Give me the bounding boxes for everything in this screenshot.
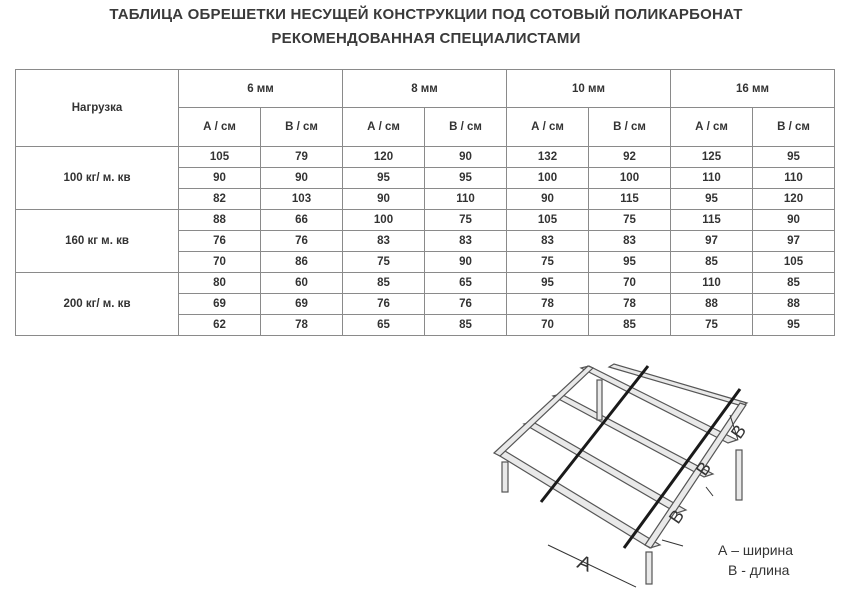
value-cell-a: 80 — [179, 273, 261, 294]
load-cell: 160 кг м. кв — [16, 210, 179, 273]
dimension-label-b: B — [664, 505, 689, 528]
dimension-label-a: A — [574, 551, 595, 577]
value-cell-b: 83 — [425, 231, 507, 252]
value-cell-a: 82 — [179, 189, 261, 210]
sub-header-a: А / см — [507, 108, 589, 147]
value-cell-b: 95 — [753, 147, 835, 168]
legend-b: В - длина — [728, 562, 790, 578]
value-cell-b: 85 — [425, 315, 507, 336]
value-cell-b: 78 — [261, 315, 343, 336]
value-cell-a: 78 — [507, 294, 589, 315]
value-cell-a: 76 — [343, 294, 425, 315]
load-header: Нагрузка — [16, 70, 179, 147]
value-cell-b: 100 — [589, 168, 671, 189]
value-cell-a: 85 — [671, 252, 753, 273]
load-cell: 100 кг/ м. кв — [16, 147, 179, 210]
value-cell-a: 83 — [343, 231, 425, 252]
value-cell-a: 65 — [343, 315, 425, 336]
value-cell-b: 90 — [425, 252, 507, 273]
value-cell-a: 75 — [507, 252, 589, 273]
value-cell-a: 69 — [179, 294, 261, 315]
value-cell-b: 90 — [425, 147, 507, 168]
legend-a: А – ширина — [718, 542, 794, 558]
value-cell-b: 75 — [425, 210, 507, 231]
value-cell-a: 88 — [671, 294, 753, 315]
page-title: ТАБЛИЦА ОБРЕШЕТКИ НЕСУЩЕЙ КОНСТРУКЦИИ ПОД СОТОВЫЙ ПОЛИКАРБОНАТ — [109, 6, 743, 23]
value-cell-b: 97 — [753, 231, 835, 252]
value-cell-b: 92 — [589, 147, 671, 168]
value-cell-b: 95 — [425, 168, 507, 189]
dimension-label-b: B — [726, 420, 751, 443]
value-cell-a: 70 — [507, 315, 589, 336]
load-cell: 200 кг/ м. кв — [16, 273, 179, 336]
value-cell-a: 90 — [179, 168, 261, 189]
value-cell-b: 65 — [425, 273, 507, 294]
value-cell-a: 95 — [507, 273, 589, 294]
value-cell-b: 69 — [261, 294, 343, 315]
value-cell-a: 75 — [343, 252, 425, 273]
value-cell-a: 115 — [671, 210, 753, 231]
value-cell-b: 66 — [261, 210, 343, 231]
thickness-header: 6 мм — [179, 70, 343, 108]
value-cell-b: 90 — [753, 210, 835, 231]
value-cell-a: 105 — [507, 210, 589, 231]
value-cell-b: 120 — [753, 189, 835, 210]
value-cell-b: 105 — [753, 252, 835, 273]
sub-header-b: В / см — [425, 108, 507, 147]
value-cell-a: 83 — [507, 231, 589, 252]
value-cell-b: 70 — [589, 273, 671, 294]
value-cell-a: 95 — [343, 168, 425, 189]
value-cell-a: 105 — [179, 147, 261, 168]
sub-header-b: В / см — [589, 108, 671, 147]
value-cell-b: 115 — [589, 189, 671, 210]
value-cell-b: 88 — [753, 294, 835, 315]
value-cell-b: 76 — [261, 231, 343, 252]
value-cell-a: 100 — [507, 168, 589, 189]
value-cell-a: 125 — [671, 147, 753, 168]
value-cell-a: 100 — [343, 210, 425, 231]
value-cell-b: 60 — [261, 273, 343, 294]
thickness-header: 8 мм — [343, 70, 507, 108]
thickness-header: 10 мм — [507, 70, 671, 108]
value-cell-a: 90 — [343, 189, 425, 210]
value-cell-b: 78 — [589, 294, 671, 315]
sub-header-a: А / см — [343, 108, 425, 147]
sub-header-b: В / см — [261, 108, 343, 147]
value-cell-a: 62 — [179, 315, 261, 336]
value-cell-b: 75 — [589, 210, 671, 231]
value-cell-b: 85 — [753, 273, 835, 294]
value-cell-b: 95 — [589, 252, 671, 273]
value-cell-a: 95 — [671, 189, 753, 210]
value-cell-b: 110 — [425, 189, 507, 210]
value-cell-a: 70 — [179, 252, 261, 273]
value-cell-a: 132 — [507, 147, 589, 168]
dimension-label-b: B — [691, 457, 716, 480]
value-cell-a: 120 — [343, 147, 425, 168]
value-cell-b: 85 — [589, 315, 671, 336]
value-cell-a: 88 — [179, 210, 261, 231]
value-cell-b: 79 — [261, 147, 343, 168]
value-cell-b: 103 — [261, 189, 343, 210]
value-cell-a: 76 — [179, 231, 261, 252]
value-cell-a: 75 — [671, 315, 753, 336]
thickness-header: 16 мм — [671, 70, 835, 108]
sub-header-a: А / см — [671, 108, 753, 147]
value-cell-b: 83 — [589, 231, 671, 252]
value-cell-b: 95 — [753, 315, 835, 336]
value-cell-b: 110 — [753, 168, 835, 189]
value-cell-b: 86 — [261, 252, 343, 273]
value-cell-a: 85 — [343, 273, 425, 294]
sub-header-a: А / см — [179, 108, 261, 147]
value-cell-a: 110 — [671, 273, 753, 294]
sub-header-b: В / см — [753, 108, 835, 147]
value-cell-a: 110 — [671, 168, 753, 189]
page-subtitle: РЕКОМЕНДОВАННАЯ СПЕЦИАЛИСТАМИ — [271, 30, 581, 47]
value-cell-b: 90 — [261, 168, 343, 189]
value-cell-b: 76 — [425, 294, 507, 315]
value-cell-a: 90 — [507, 189, 589, 210]
value-cell-a: 97 — [671, 231, 753, 252]
